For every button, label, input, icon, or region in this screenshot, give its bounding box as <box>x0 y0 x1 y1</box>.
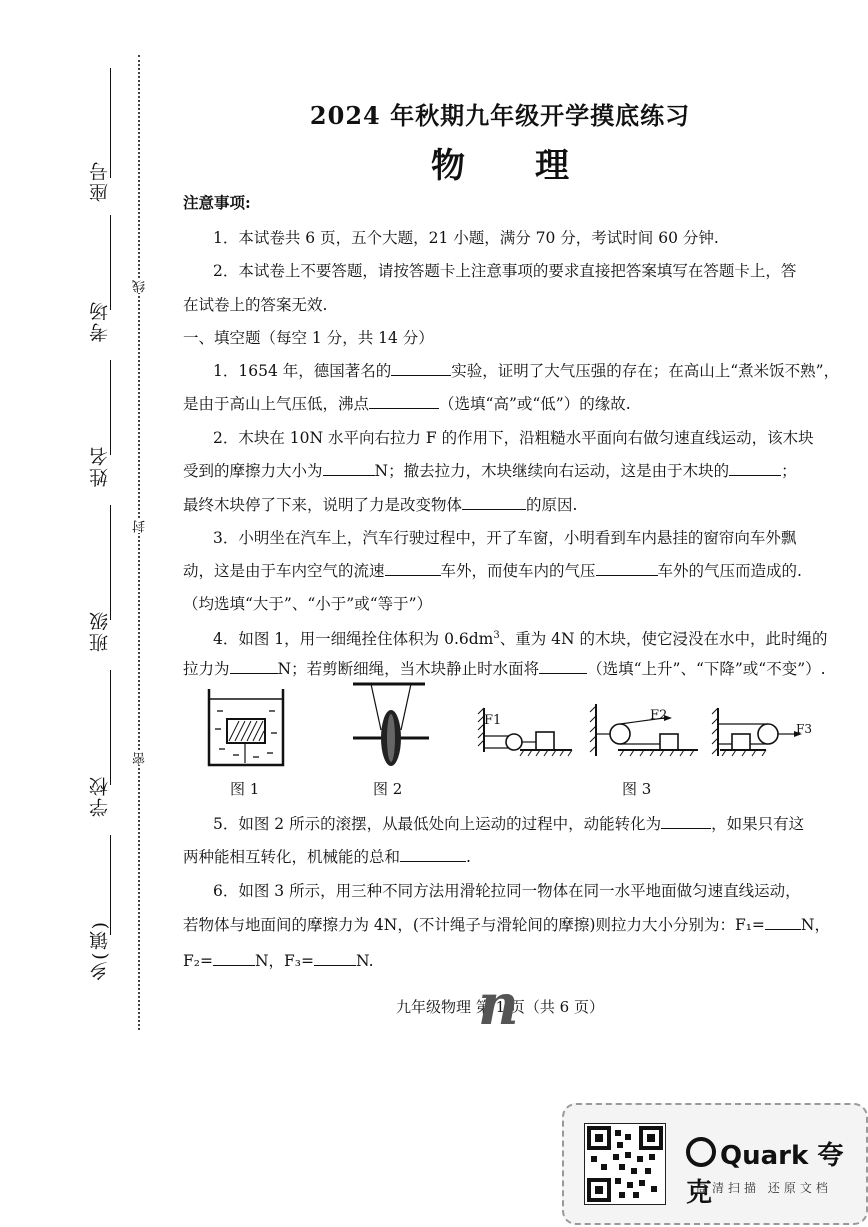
q4-blank-2 <box>539 659 587 674</box>
q2-text-b3: ； <box>781 462 797 480</box>
figure-3b-pulley <box>588 702 700 762</box>
q1-blank-1 <box>391 361 451 376</box>
q2-text-c2: 的原因. <box>526 496 578 514</box>
subject-title: 物理 <box>431 146 639 186</box>
q4-text-a2: 、重为 4N 的木块，使它浸没在水中，此时绳的 <box>499 630 828 649</box>
quark-watermark <box>562 1103 868 1225</box>
q4-text-b3: （选填“上升”、“下降”或“不变”）. <box>587 660 826 678</box>
qr-code-icon <box>584 1123 666 1205</box>
quark-tagline: 高清扫描 还原文档 <box>696 1181 832 1195</box>
question-1-line-2 <box>183 393 823 415</box>
q1-text-a2: 实验，证明了大气压强的存在；在高山上“煮米饭不熟”， <box>451 362 840 380</box>
figure-1-caption: 图 1 <box>230 780 260 798</box>
q6-blank-f1 <box>765 915 801 930</box>
question-2-line-2 <box>183 460 823 482</box>
question-2-line-1: 2．木块在 10N 水平向右拉力 F 的作用下，沿粗糙水平面向右做匀速直线运动，该木块 <box>213 429 814 447</box>
figure-3-f1-label: F1 <box>484 713 502 728</box>
q5-blank-2 <box>400 847 466 862</box>
school-label: 学校 <box>89 775 111 817</box>
q6-text-b1: 若物体与地面间的摩擦力为 4N，(不计绳子与滑轮间的摩擦)则拉力大小分别为：F₁= <box>183 916 765 934</box>
q5-text-a2: ，如果只有这 <box>711 815 805 833</box>
figure-3-f2-label: F2 <box>650 708 668 723</box>
room-label: 考场 <box>89 300 111 342</box>
class-line <box>110 505 111 620</box>
figure-2-pendulum <box>345 680 435 770</box>
figure-3-caption: 图 3 <box>622 780 652 798</box>
q2-blank-1 <box>323 461 375 476</box>
room-line <box>110 215 111 310</box>
q1-text-a1: 1．1654 年，德国著名的 <box>213 362 392 380</box>
cut-dotted-line <box>138 55 140 1030</box>
question-6-line-2 <box>183 914 830 936</box>
figure-3a-pulley <box>470 702 580 762</box>
q6-blank-f3 <box>314 951 356 966</box>
exam-title: 2024 年秋期九年级开学摸底练习 <box>309 101 691 130</box>
q1-text-b1: 是由于高山上气压低，沸点 <box>183 395 370 413</box>
q3-blank-1 <box>385 561 441 576</box>
q3-text-b2: 车外，而使车内的气压 <box>440 562 596 580</box>
notes-item-2b: 在试卷上的答案无效. <box>183 296 328 314</box>
q2-blank-3 <box>462 495 526 510</box>
notes-item-2a: 2．本试卷上不要答题，请按答题卡上注意事项的要求直接把答案填写在答题卡上，答 <box>213 262 797 280</box>
mark-feng: 封 <box>133 520 148 533</box>
figure-1-beaker <box>205 685 287 770</box>
question-4-line-2 <box>183 658 826 680</box>
name-line <box>110 360 111 455</box>
q4-text-a1: 4．如图 1，用一细绳拴住体积为 0.6dm <box>213 630 494 649</box>
q4-text-b2: N；若剪断细绳，当木块静止时水面将 <box>277 660 540 678</box>
q5-text-b2: . <box>466 848 471 866</box>
name-label: 姓名 <box>89 445 111 487</box>
q3-blank-2 <box>596 561 658 576</box>
question-3-line-1: 3．小明坐在汽车上，汽车行驶过程中，开了车窗，小明看到车内悬挂的窗帘向车外飘 <box>213 529 797 547</box>
question-5-line-2 <box>183 846 823 868</box>
q6-text-c2: N，F₃= <box>254 952 314 970</box>
page-footer: 九年级物理 第 1 页（共 6 页） <box>396 998 604 1016</box>
q1-text-b2: （选填“高”或“低”）的缘故. <box>439 395 631 413</box>
quark-brand: Quark 夸克 <box>686 1141 844 1208</box>
section-1-heading: 一、填空题（每空 1 分，共 14 分） <box>183 329 434 347</box>
q6-text-c1: F₂= <box>183 952 213 970</box>
question-6-line-3 <box>183 950 823 972</box>
q2-text-c1: 最终木块停了下来，说明了力是改变物体 <box>183 496 463 514</box>
q5-blank-1 <box>661 814 711 829</box>
town-label: 乡(镇) <box>89 920 111 981</box>
q5-text-a1: 5．如图 2 所示的滚摆，从最低处向上运动的过程中，动能转化为 <box>213 815 662 833</box>
q3-text-b1: 动，这是由于车内空气的流速 <box>183 562 385 580</box>
question-3-line-3: （均选填“大于”、“小于”或“等于”） <box>183 595 433 613</box>
quark-circle-icon <box>686 1137 716 1167</box>
mark-mi: 密 <box>133 752 148 765</box>
q6-blank-f2 <box>213 951 255 966</box>
quark-logo <box>686 1135 866 1209</box>
question-2-line-3 <box>183 494 823 516</box>
q2-text-b1: 受到的摩擦力大小为 <box>183 462 323 480</box>
q4-text-b1: 拉力为 <box>183 660 230 678</box>
q6-text-c3: N. <box>356 952 374 970</box>
q5-text-b1: 两种能相互转化，机械能的总和 <box>183 848 401 866</box>
notes-heading: 注意事项: <box>183 193 251 212</box>
figure-2-caption: 图 2 <box>373 780 403 798</box>
q2-text-b2: N；撤去拉力，木块继续向右运动，这是由于木块的 <box>374 462 730 480</box>
figure-3-f3-label: F3 <box>796 722 812 736</box>
q2-blank-2 <box>729 461 781 476</box>
mark-xian: 线 <box>133 280 148 293</box>
question-5-line-1 <box>213 813 823 835</box>
notes-item-1: 1．本试卷共 6 页，五个大题，21 小题，满分 70 分，考试时间 60 分钟. <box>213 229 719 247</box>
question-4-line-1 <box>213 625 828 650</box>
q4-sup: 3 <box>493 630 500 641</box>
class-label: 班级 <box>89 610 111 652</box>
q3-text-b3: 车外的气压而造成的. <box>657 562 802 580</box>
school-line <box>110 670 111 785</box>
q4-blank-1 <box>230 659 278 674</box>
question-1-line-1 <box>213 360 840 382</box>
q1-blank-2 <box>369 394 439 409</box>
question-3-line-2 <box>183 560 823 582</box>
question-6-line-1: 6．如图 3 所示，用三种不同方法用滑轮拉同一物体在同一水平地面做匀速直线运动， <box>213 882 801 900</box>
q6-text-b2: N， <box>800 916 830 934</box>
scribble-mark: n <box>478 972 519 1038</box>
seat-label: 座号 <box>89 160 111 202</box>
